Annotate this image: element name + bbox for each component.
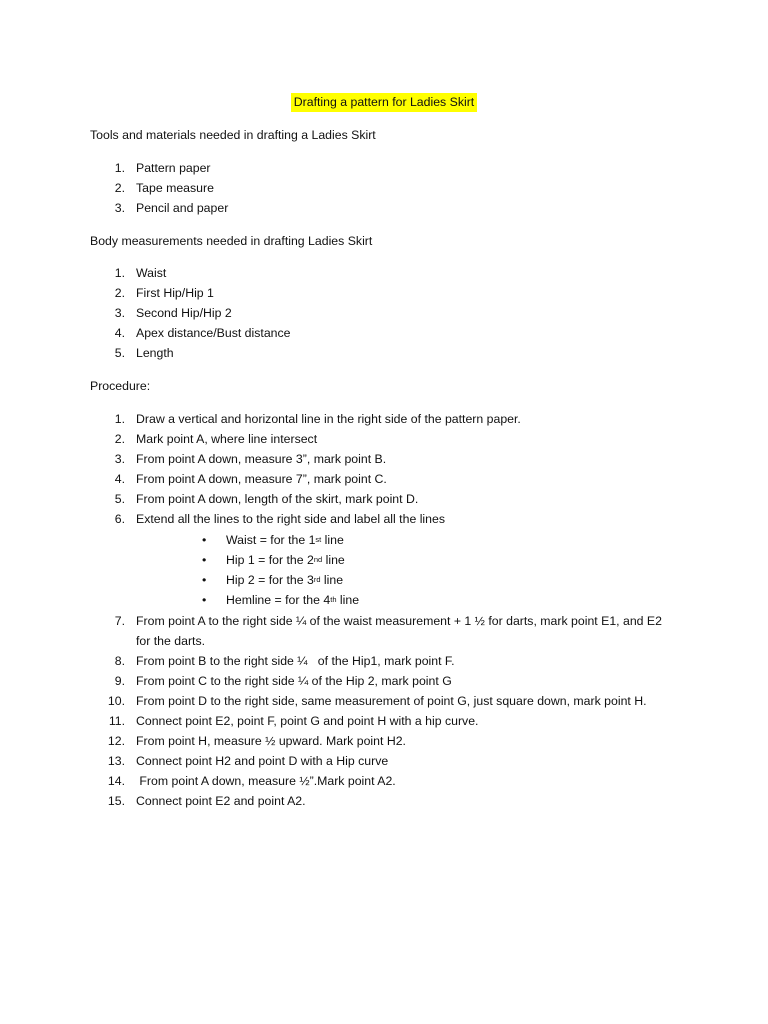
list-text: Pencil and paper [136,201,229,215]
step-number: 5. [114,492,125,506]
step-number: 15. [107,794,125,808]
step-number: 1. [114,412,125,426]
list-number: 1. [114,161,125,175]
bullet-icon: • [202,593,207,607]
list-number: 3. [114,201,125,215]
step-number: 11. [108,714,125,728]
step-number: 6. [114,512,125,526]
step-text: From point D to the right side, same measurement of point G, just square down, mark point H. [136,694,647,708]
line-label-text: Hip 2 = for the 3rd line [226,573,344,587]
step-text: From point C to the right side ¼ of the Hip 2, mark point G [136,674,452,688]
list-text: First Hip/Hip 1 [136,286,214,300]
step-text: From point A down, length of the skirt, mark point D. [136,492,419,506]
list-number: 1. [114,266,125,280]
list-number: 5. [114,346,125,360]
step-text: From point H, measure ½ upward. Mark point H2. [136,734,406,748]
step-number: 9. [114,674,125,688]
list-text: Tape measure [136,181,214,195]
list-text: Second Hip/Hip 2 [136,306,232,320]
list-text: Waist [136,266,167,280]
step-number: 8. [114,654,125,668]
step-text: From point B to the right side ¼ of the Hip1, mark point F. [136,654,455,668]
step-number: 10. [107,694,125,708]
step-text: Extend all the lines to the right side and label all the lines [136,512,445,526]
list-text: Apex distance/Bust distance [136,326,291,340]
step-number: 3. [114,452,125,466]
bullet-icon: • [202,573,207,587]
step-text: From point A to the right side ¼ of the waist measurement + 1 ½ for darts, mark point E1, and E2 [136,614,662,628]
bullet-icon: • [202,553,207,567]
step-text: From point A down, measure 3”, mark point B. [136,452,387,466]
step-text: From point A down, measure ½”.Mark point A2. [136,774,396,788]
list-number: 2. [114,286,125,300]
step-number: 4. [114,472,125,486]
step-text: Mark point A, where line intersect [136,432,318,446]
step-number: 14. [107,774,125,788]
measurements-heading: Body measurements needed in drafting Ladies Skirt [90,234,373,248]
title-block [0,93,768,112]
step-text: From point A down, measure 7”, mark point C. [136,472,387,486]
list-number: 4. [114,326,125,340]
list-number: 2. [114,181,125,195]
step-text: Connect point E2, point F, point G and point H with a hip curve. [136,714,479,728]
step-text: Connect point H2 and point D with a Hip curve [136,754,389,768]
line-label-text: Hemline = for the 4th line [226,593,360,607]
line-label-text: Waist = for the 1st line [226,533,344,547]
step-text: Draw a vertical and horizontal line in the right side of the pattern paper. [136,412,521,426]
document-title: Drafting a pattern for Ladies Skirt [291,93,477,112]
step-text: Connect point E2 and point A2. [136,794,306,808]
procedure-heading: Procedure: [90,379,151,393]
list-number: 3. [114,306,125,320]
step-number: 13. [107,754,125,768]
list-text: Pattern paper [136,161,211,175]
step-number: 12. [107,734,125,748]
tools-heading: Tools and materials needed in drafting a Ladies Skirt [90,128,376,142]
bullet-icon: • [202,533,207,547]
line-label-text: Hip 1 = for the 2nd line [226,553,345,567]
list-text: Length [136,346,174,360]
step-number: 2. [114,432,125,446]
step-number: 7. [114,614,125,628]
step-text: for the darts. [136,634,206,648]
